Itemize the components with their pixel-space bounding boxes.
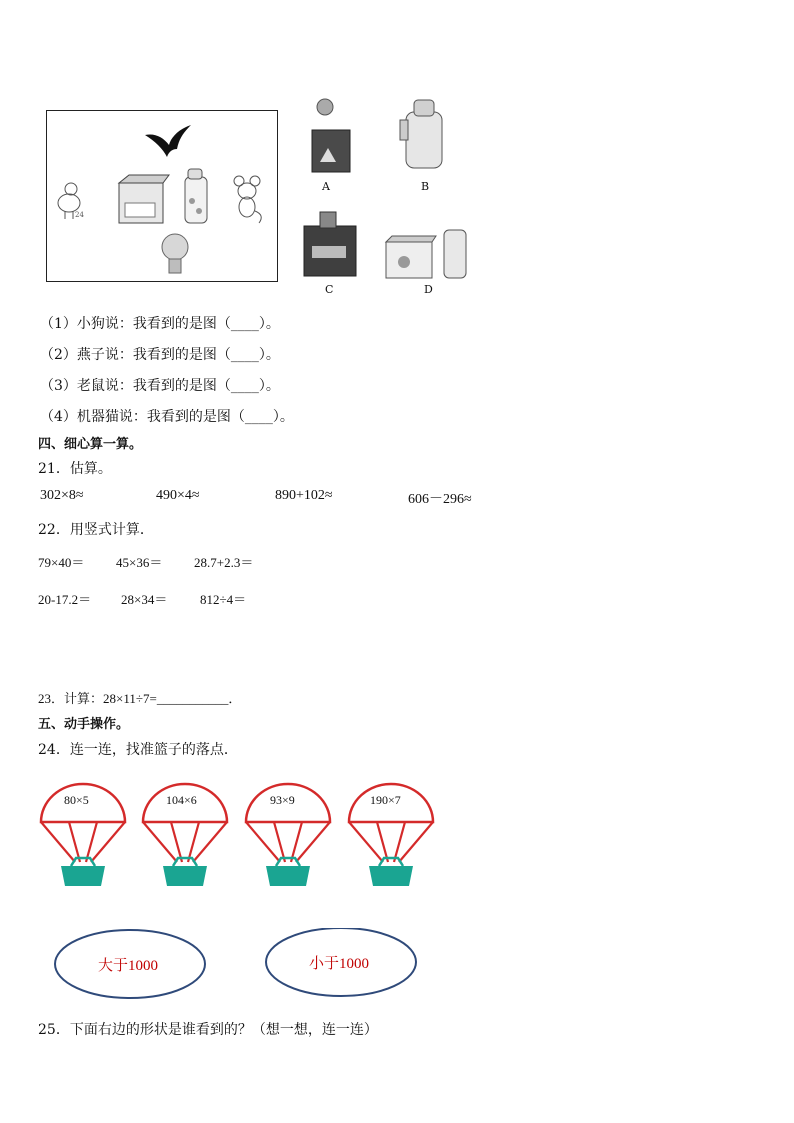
q21-item-3: 890+102≈ xyxy=(275,488,333,503)
basket-icon xyxy=(369,866,413,886)
option-d-image xyxy=(386,230,466,278)
q22-item-5: 28×34＝ xyxy=(121,592,168,607)
section-4-title: 四、细心算一算。 xyxy=(38,437,143,452)
box-icon xyxy=(119,175,169,223)
oval-label-greater: 大于1000 xyxy=(98,958,159,974)
option-c-label: C xyxy=(325,283,334,296)
parachute-label-1: 80×5 xyxy=(64,793,89,807)
option-a-label: A xyxy=(322,180,330,193)
thermos-icon xyxy=(185,169,207,223)
svg-text:24: 24 xyxy=(75,211,84,219)
question-swallow: （2）燕子说：我看到的是图（____）。 xyxy=(40,347,280,363)
option-d-label: D xyxy=(424,283,433,296)
q21-item-4: 606－296≈ xyxy=(408,492,472,507)
dog-icon xyxy=(58,183,84,219)
parachutes-illustration xyxy=(36,772,446,900)
q22-item-6: 812÷4＝ xyxy=(200,592,247,607)
q21-label: 21．估算。 xyxy=(38,461,112,477)
robot-cat-icon xyxy=(162,234,188,273)
parachute-label-4: 190×7 xyxy=(370,793,401,807)
section-5-title: 五、动手操作。 xyxy=(38,717,130,732)
parachute-label-3: 93×9 xyxy=(270,793,295,807)
q25-label: 25．下面右边的形状是谁看到的？（想一想，连一连） xyxy=(38,1022,378,1038)
q21-item-2: 490×4≈ xyxy=(156,488,200,503)
q24-label: 24．连一连，找准篮子的落点． xyxy=(38,742,238,758)
basket-icon xyxy=(163,866,207,886)
scene-illustration xyxy=(47,111,279,283)
parachute-label-2: 104×6 xyxy=(166,793,197,807)
q23-text: 23．计算：28×11÷7=___________． xyxy=(38,691,242,706)
question-mouse: （3）老鼠说：我看到的是图（____）。 xyxy=(40,378,280,394)
q22-item-2: 45×36＝ xyxy=(116,555,163,570)
option-a-image xyxy=(312,99,350,172)
q22-item-4: 20-17.2＝ xyxy=(38,592,92,607)
basket-icon xyxy=(61,866,105,886)
swallow-icon xyxy=(145,125,191,157)
q21-item-1: 302×8≈ xyxy=(40,488,84,503)
question-dog: （1）小狗说：我看到的是图（____）。 xyxy=(40,316,280,332)
q22-label: 22．用竖式计算． xyxy=(38,522,154,538)
mouse-icon xyxy=(234,176,261,223)
option-c-image xyxy=(304,212,356,276)
oval-label-less: 小于1000 xyxy=(309,956,370,972)
basket-icon xyxy=(266,866,310,886)
q22-item-1: 79×40＝ xyxy=(38,555,85,570)
view-options xyxy=(296,92,476,298)
option-b-image xyxy=(400,100,442,168)
question-robot-cat: （4）机器猫说：我看到的是图（____）。 xyxy=(40,409,294,425)
q22-item-3: 28.7+2.3＝ xyxy=(194,555,254,570)
scene-figure xyxy=(46,110,278,282)
option-b-label: B xyxy=(421,180,430,193)
